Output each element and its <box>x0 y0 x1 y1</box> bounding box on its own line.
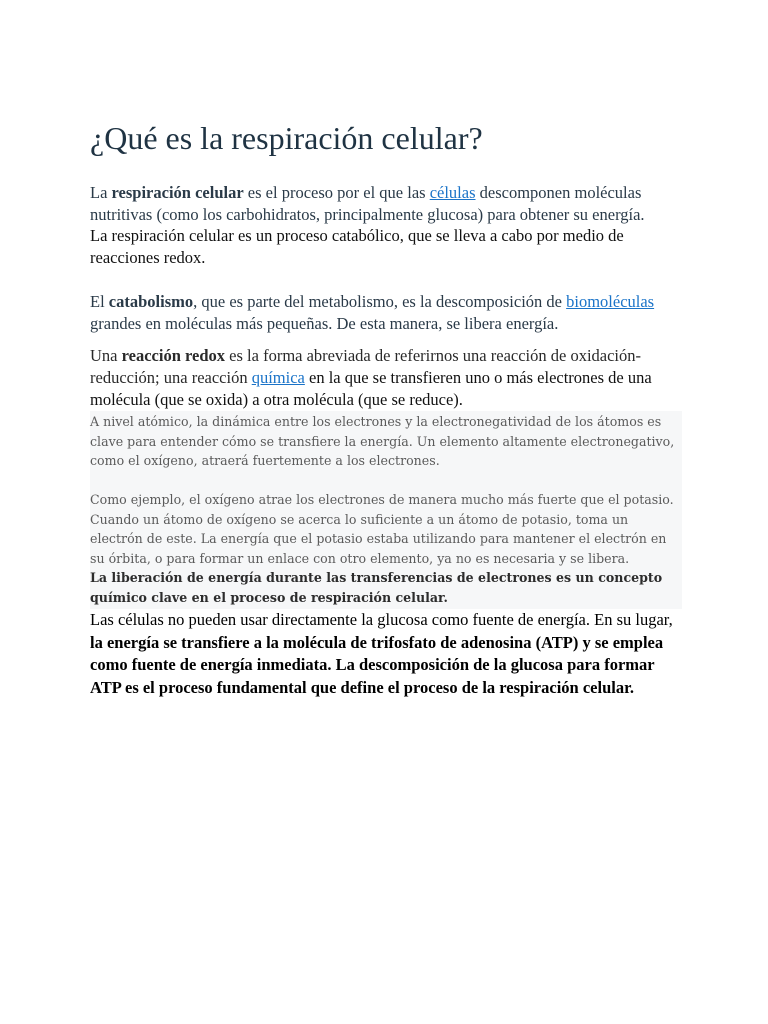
text: Una <box>90 346 122 365</box>
spacer <box>90 471 678 491</box>
term-reaccion-redox: reacción redox <box>121 346 226 365</box>
paragraph-redox <box>90 345 682 411</box>
link-celulas[interactable]: células <box>429 183 476 202</box>
text: grandes en moléculas más pequeñas. De esta manera, se libera energía. <box>90 314 559 333</box>
note-paragraph-atomic: A nivel atómico, la dinámica entre los electrones y la electronegatividad de los átomos es clave para entender cómo se transfiere la energía. Un elemento altamente electronegativo, como el oxígeno, atraerá fuertemente a los electrones. <box>90 414 675 468</box>
link-quimica[interactable]: química <box>251 368 305 387</box>
note-box <box>90 411 682 609</box>
term-respiracion-celular: respiración celular <box>111 183 244 202</box>
atp-statement: la energía se transfiere a la molécula de trifosfato de adenosina (ATP) y se emplea como fuente de energía inmediata. La descomposición de la glucosa para formar ATP es el proceso fundamental que define el proceso de la respiración celular. <box>90 632 664 697</box>
text: es la forma abreviada de referirnos una reacción de oxidación-reducción; una reacción <box>90 346 642 387</box>
note-key-concept: La liberación de energía durante las transferencias de electrones es un concepto químico clave en el proceso de respiración celular. <box>90 570 663 605</box>
article <box>90 118 682 699</box>
text: es el proceso por el que las <box>243 183 430 202</box>
text: Las células no pueden usar directamente la glucosa como fuente de energía. En su lugar, <box>90 610 673 629</box>
page-title: ¿Qué es la respiración celular? <box>90 120 483 156</box>
paragraph-catabolic: La respiración celular es un proceso catabólico, que se lleva a cabo por medio de reacciones redox. <box>90 226 624 267</box>
text: , que es parte del metabolismo, es la descomposición de <box>193 292 567 311</box>
text: descomponen moléculas nutritivas (como los carbohidratos, principalmente glucosa) para obtener su energía. <box>90 183 645 224</box>
paragraph-atp <box>90 609 682 699</box>
text: en la que se transfieren uno o más electrones de una molécula (que se oxida) a otra molécula (que se reduce). <box>90 368 652 409</box>
paragraph-definition <box>90 182 682 225</box>
text: El <box>90 292 109 311</box>
paragraph-catabolism <box>90 291 682 335</box>
text: La <box>90 183 112 202</box>
note-paragraph-example: Como ejemplo, el oxígeno atrae los electrones de manera mucho más fuerte que el potasio. Cuando un átomo de oxígeno se acerca lo suficiente a un átomo de potasio, toma un electrón de este. La energía que el potasio estaba utilizando para mantener el electrón en su órbita, o para formar un enlace con otro elemento, ya no es necesaria y se libera. <box>90 492 674 566</box>
term-catabolismo: catabolismo <box>108 292 194 311</box>
link-biomoleculas[interactable]: biomoléculas <box>566 292 655 311</box>
